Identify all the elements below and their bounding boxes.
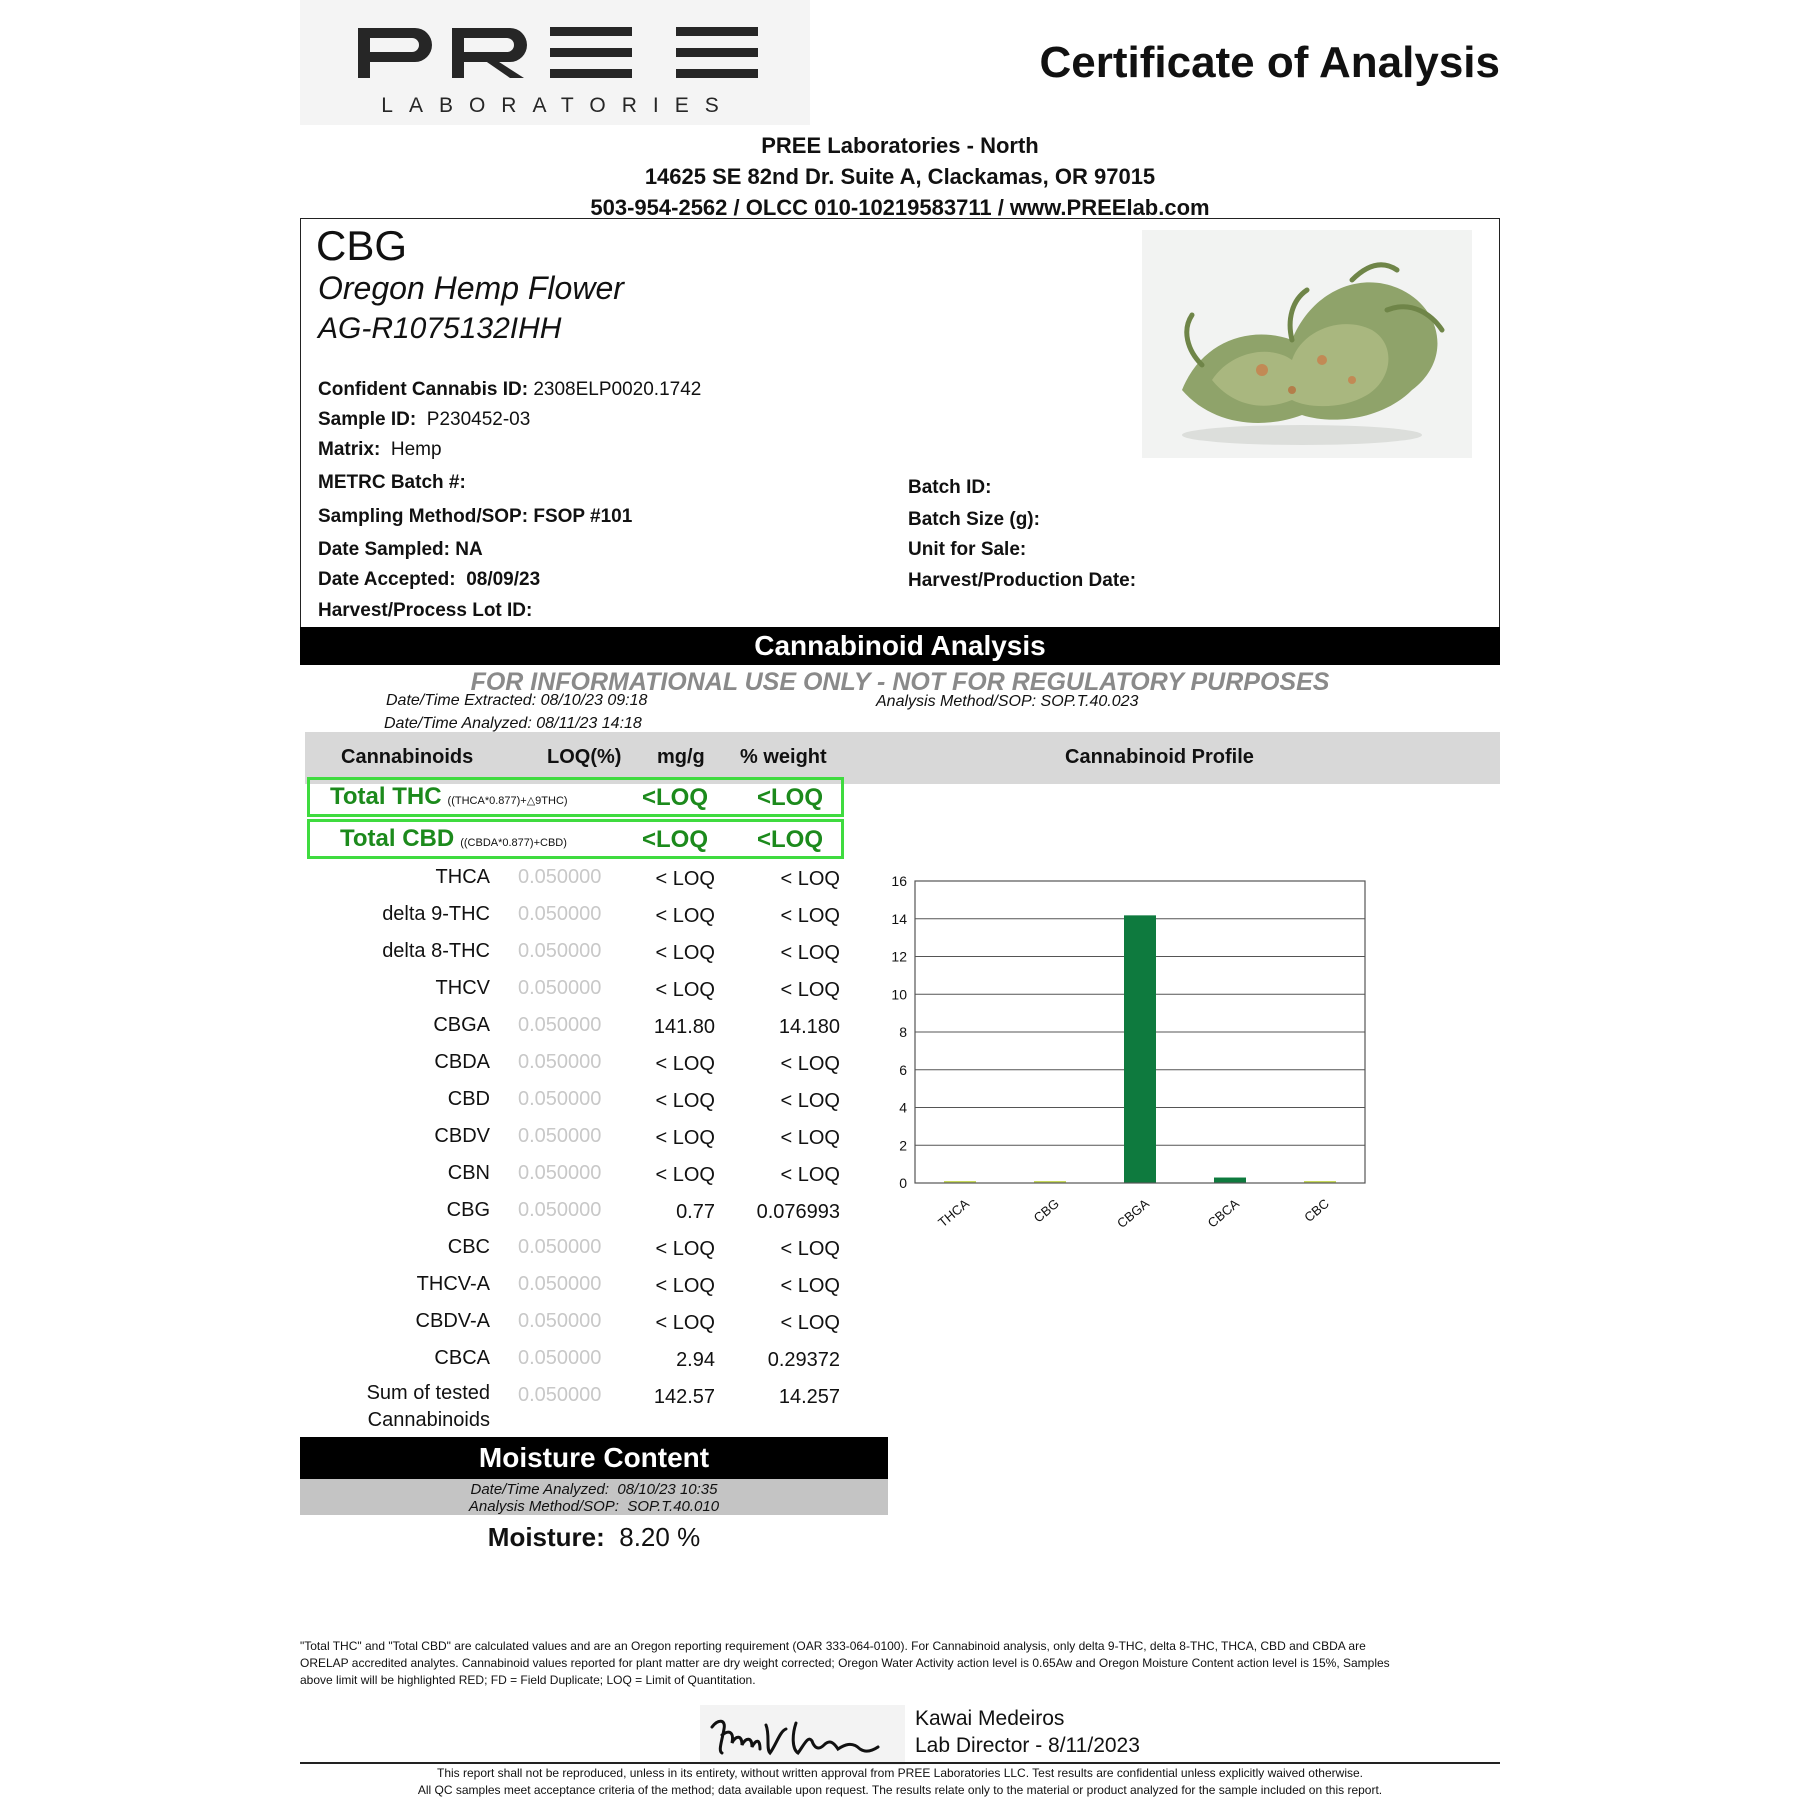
row-loq: 0.050000 <box>518 1051 602 1073</box>
field-harvest-lot-id: Harvest/Process Lot ID: <box>318 600 533 621</box>
row-loq: 0.050000 <box>518 866 602 888</box>
chart-y-tick-label: 12 <box>891 948 907 965</box>
row-mg: < LOQ <box>655 868 715 890</box>
row-loq: 0.050000 <box>518 1384 602 1406</box>
disclaimer <box>300 1765 1500 1799</box>
row-name: CBN <box>447 1162 490 1184</box>
table-row <box>305 1269 845 1306</box>
total-cbd-pct: <LOQ <box>756 826 823 853</box>
row-loq: 0.050000 <box>518 1125 602 1147</box>
chart-y-tick-label: 8 <box>899 1024 907 1040</box>
row-name: CBDV <box>434 1125 490 1147</box>
total-cbd-label: Total CBD ((CBDA*0.877)+CBD) <box>340 825 567 852</box>
informational-notice: FOR INFORMATIONAL USE ONLY - NOT FOR REGULATORY PURPOSES <box>470 668 1330 696</box>
logo-subtext: LABORATORIES <box>381 94 735 117</box>
row-pct: < LOQ <box>780 1053 840 1075</box>
row-pct: 14.180 <box>778 1016 840 1038</box>
pree-logo <box>300 0 810 125</box>
row-pct: < LOQ <box>780 979 840 1001</box>
product-photo <box>1142 230 1472 458</box>
field-date-sampled: Date Sampled: NA <box>318 539 483 560</box>
row-name: delta 9-THC <box>382 903 490 925</box>
chart-y-ticks <box>891 873 907 1191</box>
chart-y-tick-label: 16 <box>891 873 907 889</box>
row-loq: 0.050000 <box>518 1236 602 1258</box>
row-name: CBGA <box>433 1014 490 1036</box>
row-mg: 2.94 <box>676 1349 715 1371</box>
total-thc-mg: <LOQ <box>641 784 708 811</box>
signature-image <box>700 1705 905 1765</box>
row-name: THCV <box>435 977 490 999</box>
chart-x-tick-label: CBG <box>1030 1195 1062 1226</box>
row-pct: < LOQ <box>780 1127 840 1149</box>
logo-letter-e2 <box>676 27 758 78</box>
table-row <box>305 1232 845 1269</box>
table-row <box>305 1306 845 1343</box>
row-name: THCV-A <box>416 1273 490 1295</box>
product-type: Oregon Hemp Flower <box>318 270 624 306</box>
row-name: CBD <box>447 1088 490 1110</box>
product-code: AG-R1075132IHH <box>318 312 562 345</box>
row-mg: < LOQ <box>655 1312 715 1334</box>
chart-y-tick-label: 4 <box>899 1099 907 1116</box>
total-cbd-row <box>307 819 844 859</box>
row-pct: < LOQ <box>780 1275 840 1297</box>
total-thc-pct: <LOQ <box>756 784 823 811</box>
chart-y-tick-label: 6 <box>899 1061 907 1078</box>
row-name: delta 8-THC <box>382 940 490 962</box>
row-pct: < LOQ <box>780 1164 840 1186</box>
logo-letter-p <box>358 28 432 78</box>
header-cannabinoid-profile: Cannabinoid Profile <box>1065 746 1254 768</box>
lab-info <box>300 130 1500 223</box>
field-matrix: Matrix: Hemp <box>318 439 442 460</box>
field-date-accepted: Date Accepted: 08/09/23 <box>318 569 541 590</box>
row-pct: 0.29372 <box>767 1349 840 1371</box>
table-row <box>305 862 845 899</box>
row-mg: < LOQ <box>655 1127 715 1149</box>
extracted-datetime: Date/Time Extracted: 08/10/23 09:18 <box>386 692 648 709</box>
row-loq: 0.050000 <box>518 1199 602 1221</box>
row-pct: < LOQ <box>780 868 840 890</box>
total-thc-label: Total THC ((THCA*0.877)+△9THC) <box>330 783 568 810</box>
table-row <box>305 1195 845 1232</box>
footnote: "Total THC" and "Total CBD" are calculated values and are an Oregon reporting requirement (OAR 333-064-0100). For Cannabinoid analysis, only delta 9-THC, delta 8-THC, THCA, CBD and CBDA are ORELAP accredited analytes. Cannabinoid values reported for plant matter are dry weight corrected; Oregon Water Activity action level is 0.65Aw and Oregon Moisture Content action level is 15%, Samples above limit will be highlighted RED; FD = Field Duplicate; LOQ = Limit of Quantitation. <box>300 1639 1390 1687</box>
row-mg: 0.77 <box>676 1201 715 1223</box>
row-pct: 0.076993 <box>756 1201 840 1223</box>
moisture-analyzed: Date/Time Analyzed: 08/10/23 10:35 <box>470 1481 718 1498</box>
row-mg: < LOQ <box>655 1275 715 1297</box>
total-thc-row <box>307 777 844 817</box>
row-loq: 0.050000 <box>518 1310 602 1332</box>
header-cannabinoids: Cannabinoids <box>341 746 474 768</box>
chart-bars <box>944 915 1336 1183</box>
row-pct: < LOQ <box>780 1090 840 1112</box>
header-loq: LOQ(%) <box>547 746 622 768</box>
chart-bar <box>1124 915 1156 1183</box>
signer-title: Lab Director - 8/11/2023 <box>915 1734 1140 1757</box>
field-unit-for-sale: Unit for Sale: <box>908 539 1027 560</box>
footer-divider <box>300 1762 1500 1764</box>
chart-y-tick-label: 14 <box>891 910 907 927</box>
row-pct: < LOQ <box>780 905 840 927</box>
cannabinoid-analysis-title: Cannabinoid Analysis <box>300 627 1500 665</box>
row-loq: 0.050000 <box>518 1088 602 1110</box>
field-harvest-date: Harvest/Production Date: <box>908 570 1137 591</box>
table-row <box>305 1047 845 1084</box>
signer-block <box>915 1705 1140 1759</box>
chart-y-tick-label: 0 <box>899 1175 907 1191</box>
moisture-method: Analysis Method/SOP: SOP.T.40.010 <box>468 1498 720 1515</box>
row-mg: < LOQ <box>655 979 715 1001</box>
total-cbd-mg: <LOQ <box>641 826 708 853</box>
row-loq: 0.050000 <box>518 1014 602 1036</box>
signer-name: Kawai Medeiros <box>915 1707 1065 1730</box>
table-row <box>305 1121 845 1158</box>
chart-bar <box>1214 1178 1246 1183</box>
row-mg: 142.57 <box>653 1386 715 1408</box>
row-mg: < LOQ <box>655 942 715 964</box>
row-mg: < LOQ <box>655 905 715 927</box>
row-name: Sum of tested Cannabinoids <box>366 1382 490 1431</box>
row-name: THCA <box>435 866 490 888</box>
field-confident-cannabis-id: Confident Cannabis ID: 2308ELP0020.1742 <box>318 379 702 400</box>
chart-y-tick-label: 10 <box>891 986 907 1003</box>
chart-x-tick-label: CBCA <box>1204 1195 1242 1231</box>
row-mg: < LOQ <box>655 1053 715 1075</box>
field-batch-id: Batch ID: <box>908 477 992 498</box>
row-name: CBG <box>446 1199 490 1221</box>
field-metrc-batch: METRC Batch #: <box>318 472 466 493</box>
row-name: CBCA <box>434 1347 490 1369</box>
row-pct: 14.257 <box>778 1386 840 1408</box>
chart-x-tick-label: THCA <box>935 1195 972 1231</box>
row-mg: < LOQ <box>655 1090 715 1112</box>
logo-letter-r <box>452 28 527 78</box>
row-mg: < LOQ <box>655 1164 715 1186</box>
field-sampling-method: Sampling Method/SOP: FSOP #101 <box>318 506 633 527</box>
table-row-sum <box>305 1380 845 1434</box>
row-loq: 0.050000 <box>518 940 602 962</box>
document-title: Certificate of Analysis <box>1039 38 1500 87</box>
table-row <box>305 1343 845 1380</box>
row-pct: < LOQ <box>780 1238 840 1260</box>
product-name: CBG <box>316 222 408 269</box>
logo-letter-e1 <box>550 27 632 78</box>
lab-name: PREE Laboratories - North <box>761 133 1039 158</box>
disclaimer-line-2: All QC samples meet acceptance criteria of the method; data available upon request. The results relate only to the material or product analyzed for the sample included on this report. <box>417 1783 1383 1797</box>
row-pct: < LOQ <box>780 942 840 964</box>
table-row <box>305 1084 845 1121</box>
moisture-meta <box>300 1479 888 1515</box>
table-row <box>305 1010 845 1047</box>
lab-address: 14625 SE 82nd Dr. Suite A, Clackamas, OR 97015 <box>644 164 1156 189</box>
moisture-result: Moisture: 8.20 % <box>487 1522 701 1552</box>
chart-x-tick-label: CBGA <box>1114 1195 1152 1231</box>
lab-contact: 503-954-2562 / OLCC 010-10219583711 / www.PREElab.com <box>590 195 1210 220</box>
row-name: CBDV-A <box>415 1310 490 1332</box>
disclaimer-line-1: This report shall not be reproduced, unless in its entirety, without written approval from PREE Laboratories LLC. Test results are confidential unless explicitly waived otherwise. <box>436 1766 1363 1780</box>
table-row <box>305 1158 845 1195</box>
row-loq: 0.050000 <box>518 1162 602 1184</box>
row-name: CBC <box>447 1236 490 1258</box>
row-loq: 0.050000 <box>518 977 602 999</box>
row-mg: 141.80 <box>653 1016 715 1038</box>
row-mg: < LOQ <box>655 1238 715 1260</box>
analyzed-datetime: Date/Time Analyzed: 08/11/23 14:18 <box>384 715 642 732</box>
analysis-method: Analysis Method/SOP: SOP.T.40.023 <box>876 693 1139 710</box>
moisture-content-title: Moisture Content <box>300 1437 888 1479</box>
field-batch-size: Batch Size (g): <box>908 509 1040 530</box>
chart-y-tick-label: 2 <box>899 1137 907 1154</box>
row-name: CBDA <box>434 1051 490 1073</box>
chart-x-ticks <box>935 1196 1332 1231</box>
header-pct-weight: % weight <box>740 746 827 768</box>
row-loq: 0.050000 <box>518 903 602 925</box>
row-loq: 0.050000 <box>518 1347 602 1369</box>
table-row <box>305 899 845 936</box>
cannabinoid-profile-chart <box>870 860 1390 1240</box>
header-mg: mg/g <box>657 746 705 768</box>
field-sample-id: Sample ID: P230452-03 <box>318 409 531 430</box>
table-row <box>305 936 845 973</box>
row-pct: < LOQ <box>780 1312 840 1334</box>
table-row <box>305 973 845 1010</box>
chart-x-tick-label: CBC <box>1301 1195 1332 1225</box>
row-loq: 0.050000 <box>518 1273 602 1295</box>
